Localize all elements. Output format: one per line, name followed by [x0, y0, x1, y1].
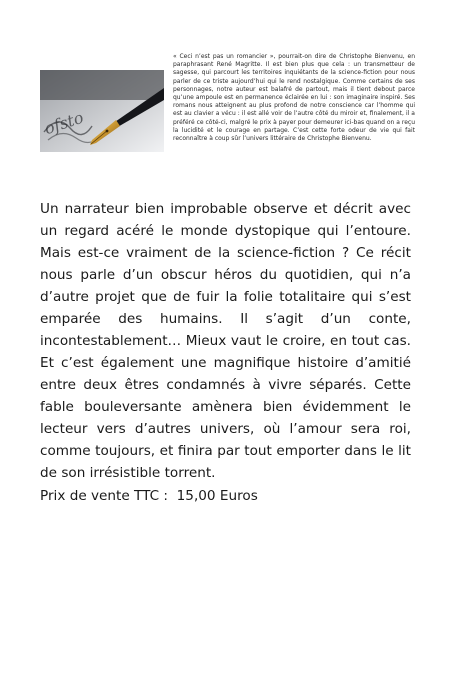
photo-script-letters: ofsto	[42, 107, 86, 139]
book-summary-text: Un narrateur bien improbable observe et décrit avec un regard acéré le monde dystopique qui l’entoure. Mais est-ce vraiment de la science-fiction ? Ce récit nous parle d’un obscur héros du quotidien, qui n’a d’autre projet que de fuir la folie totalitaire qui s’est emparée des humains. Il s’agit d’un conte, incontestablement… Mieux vaut le croire, en tout cas. Et c’est également une magnifique histoire d’amitié entre deux êtres condamnés à vivre séparés. Cette fable bouleversante amènera bien évidemment le lecteur vers d’autres univers, où l’amour sera roi, comme toujours, et finira par tout emporter dans le lit de son irrésistible torrent.	[40, 201, 411, 481]
price-line: Prix de vente TTC : 15,00 Euros	[40, 488, 258, 504]
author-photo	[40, 70, 164, 152]
fountain-pen-icon	[40, 70, 164, 152]
author-bio-text: « Ceci n’est pas un romancier », pourrait-on dire de Christophe Bienvenu, en paraphrasant René Magritte. Il est bien plus que cela : un transmetteur de sagesse, qui parcourt les territoires inquiétants de la science-fiction pour nous parler de ce triste aujourd’hui qui le rend nostalgique. Comme certains de ses personnages, notre auteur est balafré de partout, mais il tient debout parce qu’une ampoule est en permanence éclairée en lui : son imaginaire inspiré. Ses romans nous atteignent au plus profond de notre conscience car l’homme qui est au clavier a vécu : il est allé voir de l’autre côté du miroir et, finalement, il a préféré ce côté-ci, malgré le prix à payer pour demeurer ici-bas quand on a reçu la lucidité et le courage en partage. C’est cette forte odeur de vie qui fait reconnaître à coup sûr l’univers littéraire de Christophe Bienvenu.	[173, 53, 415, 143]
